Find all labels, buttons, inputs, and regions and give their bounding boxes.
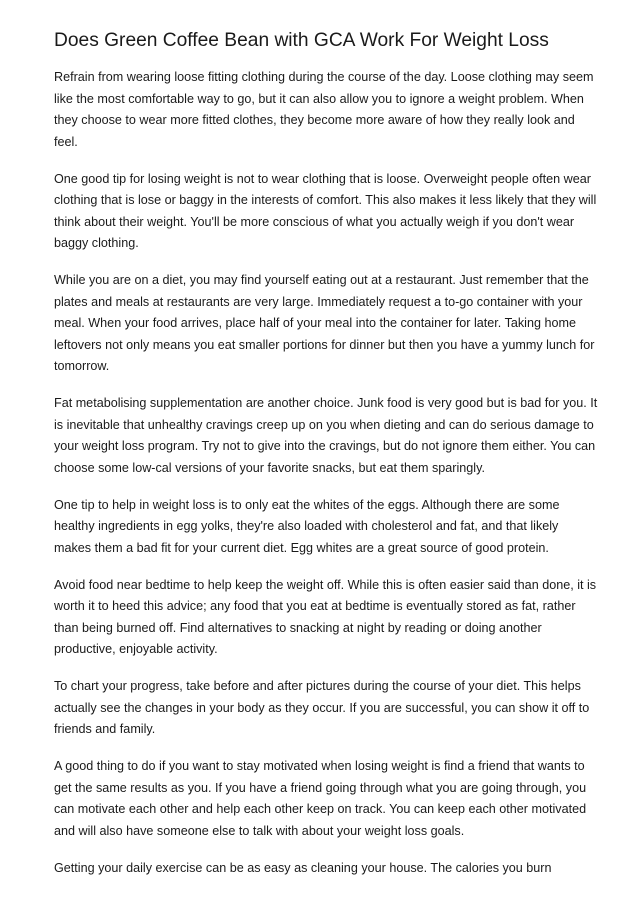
paragraph: Getting your daily exercise can be as easy as cleaning your house. The calories you burn: [54, 860, 552, 875]
paragraph: Avoid food near bedtime to help keep the weight off. While this is often easier said than done, it is worth it to heed this advice; any food that you eat at bedtime is eventually stored as fat, rather than being burned off. Find alternatives to snacking at night by reading or doing another productive, enjoyable activity.: [54, 577, 597, 656]
paragraph: To chart your progress, take before and after pictures during the course of your diet. This helps actually see the changes in your body as they occur. If you are successful, you can show it off to friends and family.: [54, 679, 590, 736]
paragraph: One good tip for losing weight is not to wear clothing that is loose. Overweight people often wear clothing that is lose or baggy in the interests of comfort. This also makes it less likely that they will think about their weight. You'll be more conscious of what you actually weigh if you don't wear baggy clothing.: [54, 171, 597, 250]
paragraph: Refrain from wearing loose fitting clothing during the course of the day. Loose clothing may seem like the most comfortable way to go, but it can also allow you to ignore a weight problem. When they choose to wear more fitted clothes, they become more aware of how they really look and feel.: [54, 70, 594, 149]
paragraph: Fat metabolising supplementation are another choice. Junk food is very good but is bad for you. It is inevitable that unhealthy cravings creep up on you when dieting and can do serious damage to your weight loss program. Try not to give into the cravings, but do not ignore them either. You can choose some low-cal versions of your favorite snacks, but eat them sparingly.: [54, 396, 598, 475]
document-title: Does Green Coffee Bean with GCA Work For Weight Loss: [54, 30, 549, 51]
paragraph: While you are on a diet, you may find yourself eating out at a restaurant. Just remember that the plates and meals at restaurants are very large. Immediately request a to-go container with your meal. When your food arrives, place half of your meal into the container for later. Taking home leftovers not only means you eat smaller portions for dinner but then you have a yummy lunch for tomorrow.: [54, 273, 595, 373]
paragraph: A good thing to do if you want to stay motivated when losing weight is find a friend that wants to get the same results as you. If you have a friend going through what you are going through, you can motivate each other and help each other keep on track. You can keep each other motivated and will also have someone else to talk with about your weight loss goals.: [54, 759, 587, 838]
paragraph: One tip to help in weight loss is to only eat the whites of the eggs. Although there are some healthy ingredients in egg yolks, they're also loaded with cholesterol and fat, and that likely makes them a bad fit for your current diet. Egg whites are a great source of good protein.: [54, 497, 560, 555]
